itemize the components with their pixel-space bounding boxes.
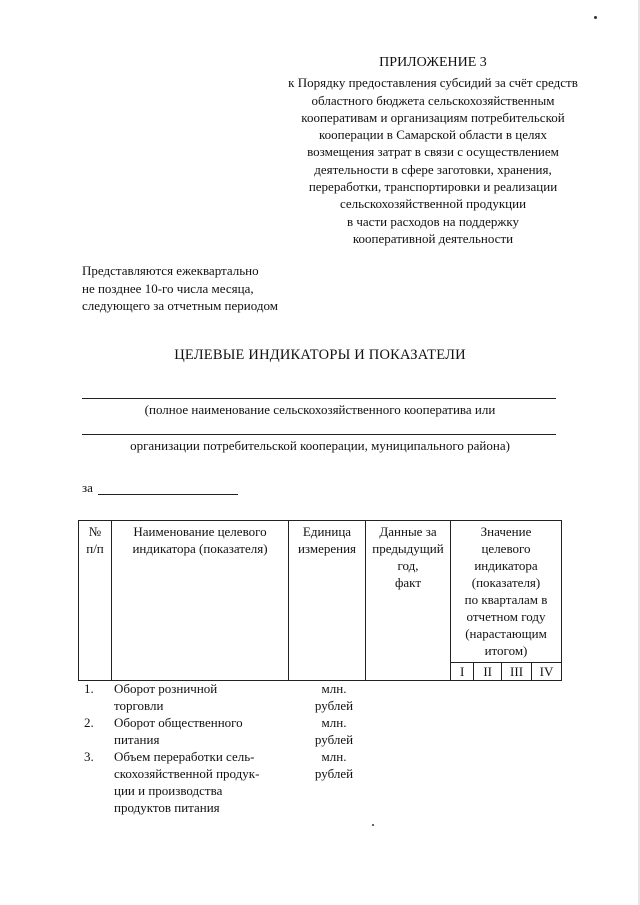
indicators-table — [78, 520, 562, 681]
note-line: следующего за отчетным периодом — [82, 298, 278, 313]
row-unit: млн. рублей — [314, 681, 354, 713]
row-indicator-name: Объем переработки сель- скохозяйственной продук- ции и производства продуктов питания — [114, 749, 260, 815]
appendix-line: сельскохозяйственной продукции — [339, 196, 527, 212]
appendix-line: в части расходов на поддержку — [346, 213, 520, 229]
row-number: 2. — [84, 715, 94, 730]
scan-speck — [594, 16, 597, 19]
appendix-line: к Порядку предоставления субсидий за счёт средств — [288, 75, 578, 91]
row-unit: млн. рублей — [314, 749, 354, 781]
appendix-line: кооперативам и организациям потребительской — [301, 109, 565, 125]
appendix-line: деятельности в сфере заготовки, хранения, — [314, 161, 552, 177]
col-header-name: Наименование целевого индикатора (показателя) — [112, 521, 289, 681]
row-unit: млн. рублей — [314, 715, 354, 747]
col-header-quarterly-value: Значение целевого индикатора (показателя) по кварталам в отчетном году (нарастающим итогом) — [451, 521, 562, 663]
quarter-header-4: IV — [532, 663, 562, 681]
scan-speck — [372, 824, 374, 826]
org-caption-1: (полное наименование сельскохозяйственного кооператива или — [144, 402, 496, 417]
note-line: не позднее 10-го числа месяца, — [82, 280, 254, 296]
appendix-line: возмещения затрат в связи с осуществлением — [307, 144, 559, 160]
row-number: 3. — [84, 749, 94, 764]
appendix-line: кооперации в Самарской области в целях — [319, 127, 547, 143]
appendix-line: кооперативной деятельности — [352, 230, 514, 246]
row-indicator-name: Оборот розничной торговли — [114, 681, 218, 713]
appendix-title: ПРИЛОЖЕНИЕ 3 — [379, 55, 487, 70]
period-blank-line — [98, 494, 238, 495]
org-name-line — [82, 398, 556, 399]
note-line: Представляются ежеквартально — [82, 263, 259, 278]
col-header-prev-year: Данные за предыдущий год, факт — [366, 521, 451, 681]
quarter-header-2: II — [474, 663, 502, 681]
col-header-unit: Единица измерения — [289, 521, 366, 681]
org-caption-2: организации потребительской кооперации, муниципального района) — [130, 438, 510, 453]
col-header-num: № п/п — [79, 521, 112, 681]
quarter-header-1: I — [451, 663, 474, 681]
appendix-header — [250, 54, 616, 247]
document-heading: ЦЕЛЕВЫЕ ИНДИКАТОРЫ И ПОКАЗАТЕЛИ — [174, 347, 466, 363]
period-label: за — [82, 480, 93, 495]
row-indicator-name: Оборот общественного питания — [114, 715, 243, 747]
submission-note — [82, 262, 278, 315]
appendix-line: областного бюджета сельскохозяйственным — [311, 92, 555, 108]
row-number: 1. — [84, 681, 94, 696]
quarter-header-3: III — [502, 663, 532, 681]
org-name-line-2 — [82, 434, 556, 435]
appendix-line: переработки, транспортировки и реализации — [308, 179, 558, 195]
